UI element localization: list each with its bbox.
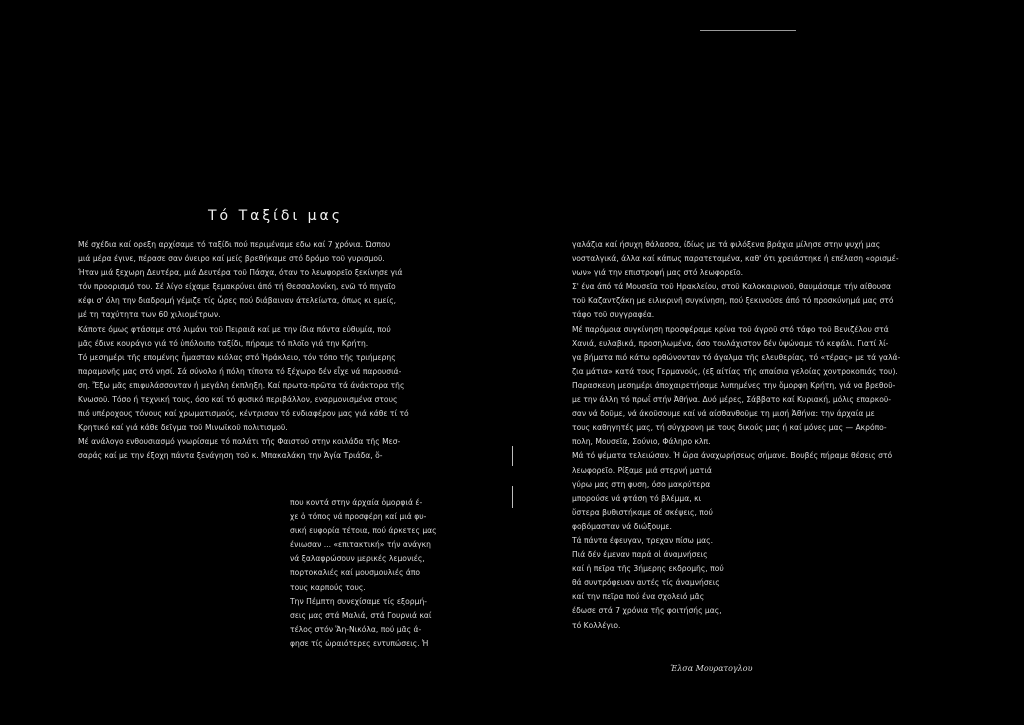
text-line: Κνωσοῦ. Τόσο ή τεχνική τους, όσο καί τό φυσικό περιβάλλον, εναρμονισμένα στους [78, 395, 398, 405]
text-line: τάφο τοῦ συγγραφέα. [572, 310, 655, 320]
text-line: ση. Ἔξω μᾶς επιφυλάσσονταν ἡ μεγάλη έκπληξη. Καί πρωτα-πρῶτα τά άνάκτορα τῆς [78, 380, 405, 390]
right-column [572, 238, 987, 633]
middle-column [290, 496, 475, 651]
text-line: τέλος στόν Ἅη-Νικόλα, πού μᾶς ά- [290, 624, 422, 634]
text-line: ζια μάτια» κατά τους Γερμανούς, (εξ αίτίας τῆς απαίσια γελοίας χοντροκοπιάς του). [572, 366, 898, 376]
text-line: τόν προορισμό του. Σέ λίγο είχαμε ξεμακρύνει άπό τή Θεσσαλονίκη, ενῶ τό πηγαῖο [78, 282, 396, 292]
text-line: μέ τη ταχύτητα των 60 χιλιομέτρων. [78, 310, 221, 320]
text-line: τους καθηγητές μας, τή σύγχρονη με τους δικούς μας ή καί μόνες μας — Ακρόπο- [572, 423, 887, 433]
text-line: νά ξαλαφρώσουν μερικές λεμονιές, [290, 554, 425, 564]
text-line: Τά πάντα έφευγαν, τρεχαν πίσω μας. [572, 535, 714, 545]
text-line: Μά τό ψέματα τελειώσαν. Ἡ ὥρα άναχωρήσεως σήμανε. Βουβές πήραμε θέσεις στό [572, 451, 893, 461]
top-decorative-rule [700, 30, 796, 31]
text-line: σική ευφορία τέτοια, πού άρκετες μας [290, 526, 437, 536]
text-line: πορτοκαλιές καί μουσμουλιές άπο [290, 568, 421, 578]
text-line: έδωσε στά 7 χρόνια τῆς φοιτήσής μας, [572, 606, 722, 616]
text-line: καί την πεῖρα πού ένα σχολειό μᾶς [572, 592, 705, 602]
text-line: πολη, Μουσεῖα, Σούνιο, Φάληρο κλπ. [572, 437, 711, 447]
page-title: Τό Ταξίδι μας [208, 208, 343, 224]
text-line: Παρασκευη μεσημέρι άποχαιρετήσαμε λυπημένες την ὄμορφη Κρήτη, γιά να βρεθοῦ- [572, 380, 896, 390]
text-line: Μέ παρόμοια συγκίνηση προσφέραμε κρίνα τοῦ άγροῦ στό τάφο τοῦ Βενιζέλου στά [572, 324, 889, 334]
text-line: θά συντρόφευαν αυτές τίς άναμνήσεις [572, 578, 720, 588]
text-line: τό Κολλέγιο. [572, 620, 621, 630]
text-line: νοσταλγικά, άλλα καί κάπως παρατεταμένα, καθ' ότι χρειάστηκε ἡ επέλαση «ορισμέ- [572, 254, 899, 264]
text-line: μιά μέρα έγινε, πέρασε σαν όνειρο καί μείς βρεθήκαμε στό δρόμο τοῦ γυρισμοῦ. [78, 254, 385, 264]
text-line: νων» γιά την επιστροφή μας στό λεωφορεῖο. [572, 268, 744, 278]
text-line: φησε τίς ὡραιότερες εντυπώσεις. Ἡ [290, 638, 429, 648]
text-line: χε ὁ τόπος νά προσφέρη καί μιά φυ- [290, 512, 427, 522]
text-line: φοβόμασταν νά διώξουμε. [572, 521, 672, 531]
text-line: Μέ σχέδια καί ορεξη αρχίσαμε τό ταξίδι πού περιμέναμε εδω καί 7 χρόνια. Ώσπου [78, 240, 391, 249]
text-line: γαλάζια καί ήσυχη θάλασσα, ίδίως με τά φιλόξενα βράχια μίλησε στην ψυχή μας [572, 240, 881, 249]
text-line: γύρω μας στη φυση, όσο μακρύτερα [572, 479, 711, 489]
text-line: Την Πέμπτη συνεχίσαμε τίς εξορμή- [290, 596, 428, 606]
text-line: κέφι σ' όλη την διαδρομή γέμιζε τίς ὧρες πού διάβαιναν άτελείωτα, όπως κι εμείς, [78, 296, 397, 306]
text-line: Πιά δέν έμεναν παρά οἱ άναμνήσεις [572, 550, 708, 560]
text-line: γα βήματα πιό κάτω ορθώνονταν τό άγαλμα τῆς ελευθερίας, τό «τέρας» με τά γαλά- [572, 352, 901, 362]
text-line: τοῦ Καζαντζάκη με ειλικρινῆ συγκίνηση, πού ξεκινοῦσε άπό τό προσκύνημά μας στό [572, 296, 894, 306]
text-line: μᾶς έδινε κουράγιο γιά τό ὑπόλοιπο ταξίδι, πήραμε τό πλοῖο γιά την Κρήτη. [78, 338, 369, 348]
left-column [78, 238, 473, 464]
text-line: Μέ ανάλογο ενθουσιασμό γνωρίσαμε τό παλάτι τῆς Φαιστοῦ στην κοιλάδα τῆς Μεσ- [78, 437, 401, 447]
text-line: ὕστερα βυθιστήκαμε σέ σκέψεις, πού [572, 507, 713, 517]
text-line: πιό υπέροχους τόνους καί χρωματισμούς, κέντρισαν τό ενδιαφέρον μας γιά κάθε τί τό [78, 409, 409, 419]
text-line: με την άλλη τό πρωΐ στήν Ἀθήνα. Δυό μέρες, Σάββατο καί Κυριακή, μόλις επαρκοῦ- [572, 395, 892, 405]
text-line: λεωφορεῖο. Ρίξαμε μιά στερνή ματιά [572, 465, 712, 475]
text-line: καί ἡ πεῖρα τῆς 3ήμερης εκδρομῆς, πού [572, 564, 724, 574]
text-line: Κρητικό καί γιά κάθε δεῖγμα τοῦ Μινωϊκοῦ πολιτισμοῦ. [78, 423, 288, 433]
text-line: σεις μας στά Μαλιά, στά Γουρνιά καί [290, 610, 432, 620]
text-line: που κοντά στην άρχαία ὁμορφιά έ- [290, 498, 423, 507]
text-line: τους καρπούς τους. [290, 582, 366, 592]
text-line: Τό μεσημέρι τῆς επομένης ἦμασταν κιόλας στό Ἡράκλειο, τόν τόπο τῆς τριήμερης [78, 352, 396, 362]
text-line: Σ' ένα άπό τά Μουσεῖα τοῦ Ηρακλείου, στοῦ Καλοκαιρινοῦ, θαυμάσαμε τήν αίθουσα [572, 282, 891, 292]
column-rule-bottom [512, 486, 513, 508]
author-signature: Έλσα Μουρατογλου [670, 664, 753, 673]
text-line: ένιωσαν ... «επιτακτική» τήν ανάγκη [290, 540, 431, 550]
column-rule-top [512, 446, 513, 466]
text-line: μπορούσε νά φτάση τό βλέμμα, κι [572, 493, 702, 503]
text-line: Ήταν μιά ξεχωρη Δευτέρα, μιά Δευτέρα τοῦ Πάσχα, όταν το λεωφορεῖο ξεκίνησε γιά [78, 268, 403, 278]
text-line: Κάποτε όμως φτάσαμε στό λιμάνι τοῦ Πειραιᾶ καί με την ίδια πάντα εὐθυμία, πού [78, 324, 391, 334]
text-line: Χανιά, ευλαβικά, προσηλωμένα, όσο τουλάχιστον δέν ὑψώναμε τό κεφάλι. Γιατί λί- [572, 338, 889, 348]
text-line: παραμονῆς μας στό νησί. Σά σύνολο ή πόλη τίποτα τό ξέχωρο δέν εἶχε νά παρουσιά- [78, 366, 402, 376]
text-line: σαν νά δοῦμε, νά άκοῦσουμε καί νά αίσθανθοῦμε τη μισή Ἀθήνα: την άρχαία με [572, 409, 875, 419]
text-line: σαράς καί με την έξοχη πάντα ξενάγηση τοῦ κ. Μπακαλάκη την Ἁγία Τριάδα, ὅ- [78, 451, 383, 461]
